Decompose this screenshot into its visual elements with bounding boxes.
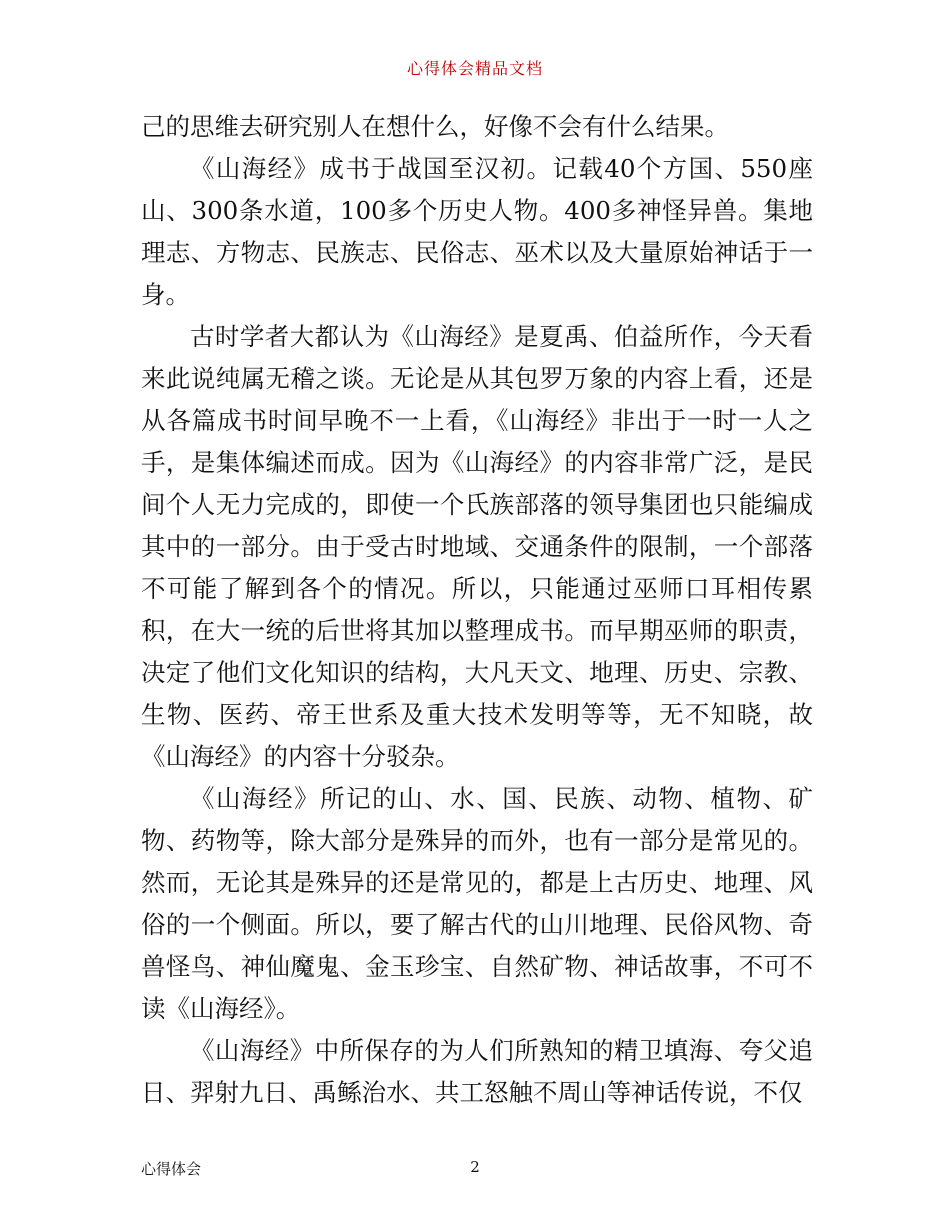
page-number: 2 [470, 1158, 480, 1176]
page-header-title: 心得体会精品文档 [406, 59, 543, 78]
document-body [141, 106, 813, 1114]
paragraph-contents: 《山海经》所记的山、水、国、民族、动物、植物、矿物、药物等，除大部分是殊异的而外，也有一部分是常见的。然而，无论其是殊异的还是常见的，都是上古历史、地理、风俗的一个侧面。所以，要了解古代的山川地理、民俗风物、奇兽怪鸟、神仙魔鬼、金玉珍宝、自然矿物、神话故事，不可不读《山海经》。 [141, 784, 813, 1023]
footer-label: 心得体会 [141, 1160, 202, 1178]
paragraph-authorship: 古时学者大都认为《山海经》是夏禹、伯益所作，今天看来此说纯属无稽之谈。无论是从其包罗万象的内容上看，还是从各篇成书时间早晚不一上看，《山海经》非出于一时一人之手，是集体编述而成。因为《山海经》的内容非常广泛，是民间个人无力完成的，即使一个氏族部落的领导集团也只能编成其中的一部分。由于受古时地域、交通条件的限制，一个部落不可能了解到各个的情况。所以，只能通过巫师口耳相传累积，在大一统的后世将其加以整理成书。而早期巫师的职责，决定了他们文化知识的结构，大凡天文、地理、历史、宗教、生物、医药、帝王世系及重大技术发明等等，无不知晓，故《山海经》的内容十分驳杂。 [141, 322, 813, 771]
paragraph-continuation: 己的思维去研究别人在想什么，好像不会有什么结果。 [141, 112, 729, 141]
paragraph-myths: 《山海经》中所保存的为人们所熟知的精卫填海、夸父追日、羿射九日、禹鲧治水、共工怒触不周山等神话传说，不仅 [141, 1036, 813, 1107]
paragraph-shanhaijing-overview: 《山海经》成书于战国至汉初。记载40个方国、550座山、300条水道，100多个历史人物。400多神怪异兽。集地理志、方物志、民族志、民俗志、巫术以及大量原始神话于一身。 [141, 154, 813, 309]
